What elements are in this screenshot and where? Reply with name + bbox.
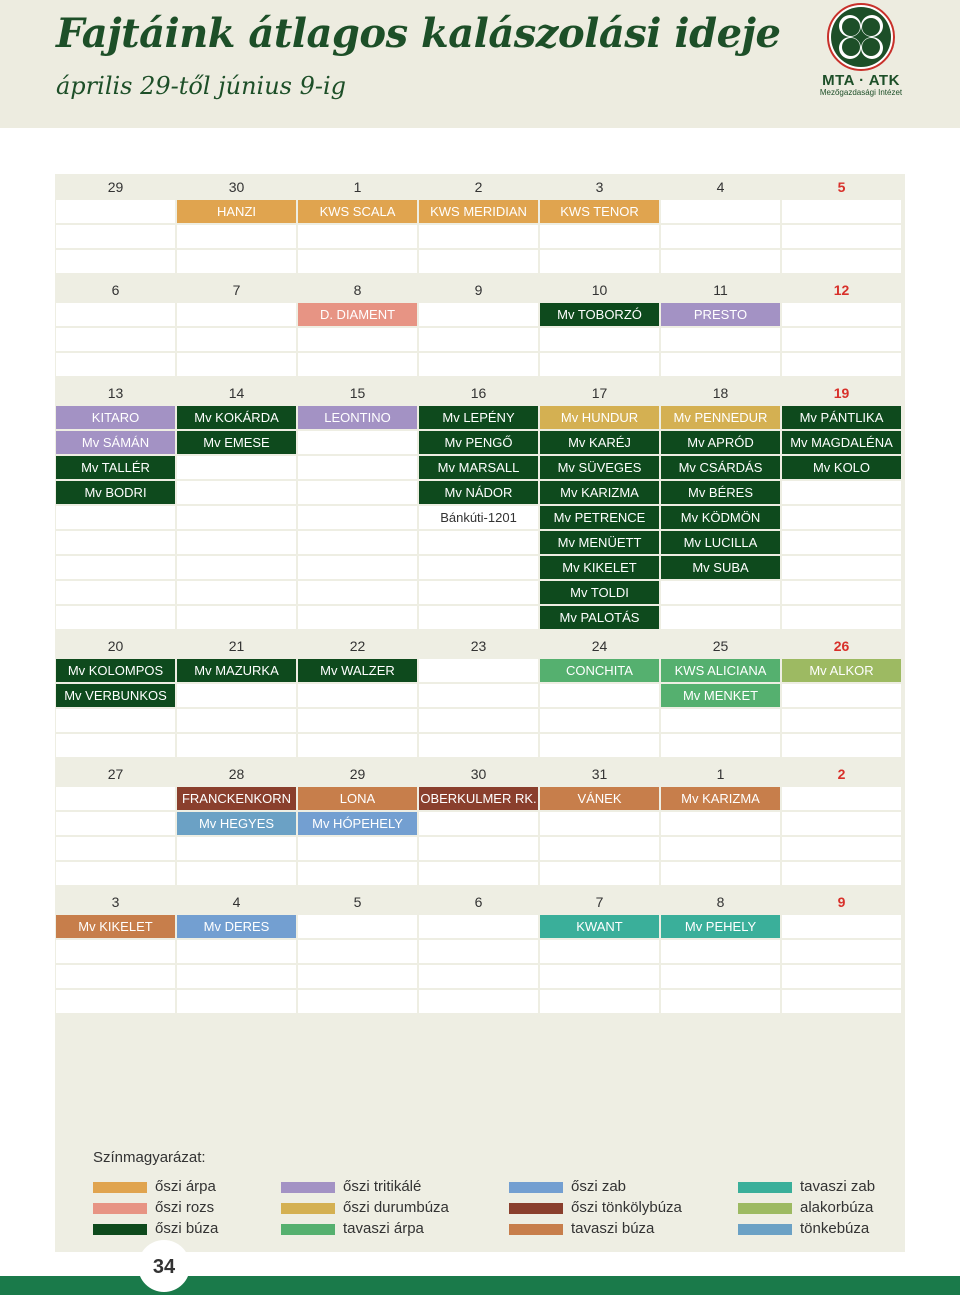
logo-subtitle: Mezőgazdasági Intézet (819, 88, 903, 97)
empty-cell (177, 531, 296, 554)
empty-cell (661, 837, 780, 860)
day-number: 29 (56, 175, 175, 198)
empty-cell (419, 581, 538, 604)
empty-cell (661, 225, 780, 248)
legend-title: Színmagyarázat: (93, 1149, 206, 1166)
variety-entry: Mv MENÜETT (540, 531, 659, 554)
empty-cell (56, 328, 175, 351)
day-number: 20 (56, 634, 175, 657)
day-number: 8 (298, 278, 417, 301)
empty-cell (782, 531, 901, 554)
empty-cell (419, 940, 538, 963)
variety-entry: Mv DERES (177, 915, 296, 938)
day-number: 5 (782, 175, 901, 198)
legend-label: őszi tönkölybúza (571, 1199, 682, 1216)
day-number: 13 (56, 381, 175, 404)
empty-cell (782, 684, 901, 707)
day-number: 27 (56, 762, 175, 785)
logo-name: MTA · ATK (822, 72, 900, 89)
empty-cell (177, 506, 296, 529)
empty-cell (540, 250, 659, 273)
empty-cell (782, 812, 901, 835)
empty-cell (56, 812, 175, 835)
empty-cell (419, 303, 538, 326)
legend-swatch (93, 1182, 147, 1193)
page-title: Fajtáink átlagos kalászolási ideje (56, 10, 781, 57)
empty-cell (298, 915, 417, 938)
variety-entry: Mv KÖDMÖN (661, 506, 780, 529)
legend-label: tavaszi árpa (343, 1220, 424, 1237)
empty-cell (419, 990, 538, 1013)
legend-swatch (93, 1203, 147, 1214)
variety-entry: Mv BODRI (56, 481, 175, 504)
empty-cell (177, 940, 296, 963)
empty-cell (419, 709, 538, 732)
legend-label: őszi tritikálé (343, 1178, 422, 1195)
empty-cell (419, 684, 538, 707)
empty-cell (177, 684, 296, 707)
day-number: 22 (298, 634, 417, 657)
empty-cell (661, 606, 780, 629)
variety-entry: Mv NÁDOR (419, 481, 538, 504)
day-number: 23 (419, 634, 538, 657)
empty-cell (540, 353, 659, 376)
empty-cell (419, 965, 538, 988)
variety-entry: Mv ALKOR (782, 659, 901, 682)
empty-cell (298, 328, 417, 351)
variety-entry: KWS ALICIANA (661, 659, 780, 682)
legend-swatch (281, 1182, 335, 1193)
empty-cell (298, 250, 417, 273)
empty-cell (298, 606, 417, 629)
day-number: 8 (661, 890, 780, 913)
empty-cell (56, 353, 175, 376)
empty-cell (782, 250, 901, 273)
empty-cell (661, 862, 780, 885)
empty-cell (56, 200, 175, 223)
day-number: 7 (540, 890, 659, 913)
empty-cell (782, 581, 901, 604)
legend-swatch (509, 1224, 563, 1235)
empty-cell (56, 709, 175, 732)
legend-label: tavaszi búza (571, 1220, 655, 1237)
variety-entry: Mv TOBORZÓ (540, 303, 659, 326)
variety-entry: Mv TOLDI (540, 581, 659, 604)
variety-entry: Mv KARIZMA (661, 787, 780, 810)
variety-entry: Mv APRÓD (661, 431, 780, 454)
variety-entry: Mv KIKELET (540, 556, 659, 579)
empty-cell (419, 556, 538, 579)
empty-cell (177, 250, 296, 273)
header-band (0, 0, 960, 128)
variety-entry: Mv BÉRES (661, 481, 780, 504)
empty-cell (56, 734, 175, 757)
empty-cell (782, 200, 901, 223)
empty-cell (540, 990, 659, 1013)
empty-cell (298, 837, 417, 860)
empty-cell (298, 506, 417, 529)
day-number: 30 (419, 762, 538, 785)
empty-cell (298, 709, 417, 732)
variety-entry: Mv EMESE (177, 431, 296, 454)
empty-cell (298, 353, 417, 376)
variety-entry: Mv PENGŐ (419, 431, 538, 454)
empty-cell (56, 965, 175, 988)
empty-cell (540, 965, 659, 988)
variety-entry: Mv VERBUNKOS (56, 684, 175, 707)
day-number: 12 (782, 278, 901, 301)
empty-cell (782, 734, 901, 757)
empty-cell (419, 606, 538, 629)
empty-cell (419, 915, 538, 938)
variety-entry: KITARO (56, 406, 175, 429)
empty-cell (56, 225, 175, 248)
empty-cell (540, 837, 659, 860)
empty-cell (298, 225, 417, 248)
empty-cell (661, 812, 780, 835)
day-number: 9 (419, 278, 538, 301)
empty-cell (56, 940, 175, 963)
empty-cell (782, 506, 901, 529)
empty-cell (298, 431, 417, 454)
empty-cell (661, 250, 780, 273)
variety-entry: FRANCKENKORN (177, 787, 296, 810)
day-number: 28 (177, 762, 296, 785)
empty-cell (782, 353, 901, 376)
empty-cell (298, 940, 417, 963)
empty-cell (419, 353, 538, 376)
empty-cell (56, 862, 175, 885)
empty-cell (298, 456, 417, 479)
empty-cell (56, 581, 175, 604)
legend-swatch (738, 1224, 792, 1235)
legend-label: őszi rozs (155, 1199, 215, 1216)
variety-entry: Mv HEGYES (177, 812, 296, 835)
variety-entry: Mv WALZER (298, 659, 417, 682)
variety-entry: Mv SUBA (661, 556, 780, 579)
empty-cell (298, 734, 417, 757)
day-number: 24 (540, 634, 659, 657)
variety-entry: Mv KOLO (782, 456, 901, 479)
legend-label: őszi durumbúza (343, 1199, 449, 1216)
day-number: 30 (177, 175, 296, 198)
empty-cell (419, 225, 538, 248)
day-number: 10 (540, 278, 659, 301)
empty-cell (782, 481, 901, 504)
variety-entry: LEONTINO (298, 406, 417, 429)
empty-cell (782, 787, 901, 810)
day-number: 7 (177, 278, 296, 301)
empty-cell (177, 990, 296, 1013)
empty-cell (56, 506, 175, 529)
empty-cell (56, 837, 175, 860)
empty-cell (56, 250, 175, 273)
empty-cell (782, 606, 901, 629)
legend-label: tönkebúza (800, 1220, 870, 1237)
day-number: 2 (782, 762, 901, 785)
variety-entry: D. DIAMENT (298, 303, 417, 326)
empty-cell (782, 990, 901, 1013)
day-number: 1 (298, 175, 417, 198)
legend-swatch (738, 1203, 792, 1214)
day-number: 5 (298, 890, 417, 913)
empty-cell (782, 862, 901, 885)
variety-entry: Bánkúti-1201 (419, 506, 538, 529)
empty-cell (661, 734, 780, 757)
day-number: 1 (661, 762, 780, 785)
empty-cell (540, 328, 659, 351)
empty-cell (782, 965, 901, 988)
day-number: 6 (419, 890, 538, 913)
legend-swatch (281, 1203, 335, 1214)
empty-cell (177, 556, 296, 579)
empty-cell (56, 556, 175, 579)
variety-entry: KWS SCALA (298, 200, 417, 223)
day-number: 4 (661, 175, 780, 198)
empty-cell (298, 481, 417, 504)
day-number: 3 (56, 890, 175, 913)
legend-swatch (509, 1203, 563, 1214)
empty-cell (177, 862, 296, 885)
empty-cell (782, 303, 901, 326)
logo-emblem-icon (815, 2, 907, 72)
empty-cell (661, 200, 780, 223)
variety-entry: Mv PETRENCE (540, 506, 659, 529)
empty-cell (540, 709, 659, 732)
empty-cell (298, 990, 417, 1013)
empty-cell (782, 709, 901, 732)
empty-cell (661, 709, 780, 732)
empty-cell (419, 862, 538, 885)
page-subtitle: április 29-től június 9-ig (56, 72, 347, 100)
empty-cell (540, 812, 659, 835)
empty-cell (661, 940, 780, 963)
day-number: 3 (540, 175, 659, 198)
empty-cell (298, 862, 417, 885)
empty-cell (419, 531, 538, 554)
variety-entry: Mv MAGDALÉNA (782, 431, 901, 454)
empty-cell (419, 837, 538, 860)
day-number: 26 (782, 634, 901, 657)
mta-atk-logo (815, 2, 907, 102)
variety-entry: Mv KOLOMPOS (56, 659, 175, 682)
day-number: 31 (540, 762, 659, 785)
variety-entry: Mv MAZURKA (177, 659, 296, 682)
empty-cell (661, 353, 780, 376)
empty-cell (177, 456, 296, 479)
legend-swatch (281, 1224, 335, 1235)
page-number: 34 (152, 1256, 176, 1278)
variety-entry: Mv KARIZMA (540, 481, 659, 504)
empty-cell (298, 531, 417, 554)
variety-entry: Mv LUCILLA (661, 531, 780, 554)
variety-entry: Mv PENNEDUR (661, 406, 780, 429)
empty-cell (177, 303, 296, 326)
empty-cell (177, 965, 296, 988)
variety-entry: Mv CSÁRDÁS (661, 456, 780, 479)
empty-cell (540, 684, 659, 707)
empty-cell (782, 225, 901, 248)
variety-entry: Mv SÁMÁN (56, 431, 175, 454)
day-number: 11 (661, 278, 780, 301)
day-number: 17 (540, 381, 659, 404)
day-number: 6 (56, 278, 175, 301)
empty-cell (177, 328, 296, 351)
day-number: 25 (661, 634, 780, 657)
legend-label: őszi árpa (155, 1178, 216, 1195)
empty-cell (661, 990, 780, 1013)
day-number: 9 (782, 890, 901, 913)
variety-entry: Mv PALOTÁS (540, 606, 659, 629)
variety-entry: LONA (298, 787, 417, 810)
empty-cell (177, 225, 296, 248)
variety-entry: Mv MARSALL (419, 456, 538, 479)
day-number: 19 (782, 381, 901, 404)
empty-cell (177, 734, 296, 757)
empty-cell (782, 837, 901, 860)
variety-entry: Mv SÜVEGES (540, 456, 659, 479)
variety-entry: Mv KOKÁRDA (177, 406, 296, 429)
empty-cell (661, 581, 780, 604)
variety-entry: KWS TENOR (540, 200, 659, 223)
variety-entry: Mv PÁNTLIKA (782, 406, 901, 429)
legend-swatch (509, 1182, 563, 1193)
variety-entry: Mv MENKET (661, 684, 780, 707)
day-number: 15 (298, 381, 417, 404)
empty-cell (540, 225, 659, 248)
variety-entry: VÁNEK (540, 787, 659, 810)
empty-cell (419, 812, 538, 835)
empty-cell (782, 556, 901, 579)
day-number: 4 (177, 890, 296, 913)
empty-cell (661, 965, 780, 988)
empty-cell (419, 734, 538, 757)
day-number: 2 (419, 175, 538, 198)
empty-cell (419, 659, 538, 682)
empty-cell (298, 965, 417, 988)
empty-cell (56, 531, 175, 554)
legend-label: őszi búza (155, 1220, 219, 1237)
variety-entry: Mv LEPÉNY (419, 406, 538, 429)
variety-entry: Mv KIKELET (56, 915, 175, 938)
day-number: 21 (177, 634, 296, 657)
empty-cell (298, 684, 417, 707)
variety-entry: Mv PEHELY (661, 915, 780, 938)
legend-swatch (738, 1182, 792, 1193)
empty-cell (56, 303, 175, 326)
empty-cell (56, 606, 175, 629)
empty-cell (419, 250, 538, 273)
legend-swatch (93, 1224, 147, 1235)
legend-label: alakorbúza (800, 1199, 874, 1216)
empty-cell (56, 787, 175, 810)
empty-cell (782, 915, 901, 938)
empty-cell (177, 606, 296, 629)
heading-calendar (55, 174, 905, 1140)
empty-cell (177, 581, 296, 604)
empty-cell (782, 328, 901, 351)
variety-entry: Mv HUNDUR (540, 406, 659, 429)
empty-cell (540, 940, 659, 963)
variety-entry: Mv HÓPEHELY (298, 812, 417, 835)
variety-entry: PRESTO (661, 303, 780, 326)
empty-cell (540, 862, 659, 885)
empty-cell (661, 328, 780, 351)
empty-cell (782, 940, 901, 963)
empty-cell (177, 481, 296, 504)
empty-cell (298, 581, 417, 604)
empty-cell (298, 556, 417, 579)
empty-cell (419, 328, 538, 351)
empty-cell (177, 709, 296, 732)
variety-entry: HANZI (177, 200, 296, 223)
empty-cell (177, 353, 296, 376)
variety-entry: OBERKULMER RK. (419, 787, 538, 810)
legend-label: tavaszi zab (800, 1178, 876, 1195)
empty-cell (177, 837, 296, 860)
day-number: 16 (419, 381, 538, 404)
variety-entry: CONCHITA (540, 659, 659, 682)
empty-cell (540, 734, 659, 757)
day-number: 18 (661, 381, 780, 404)
day-number: 14 (177, 381, 296, 404)
variety-entry: Mv TALLÉR (56, 456, 175, 479)
legend-label: őszi zab (571, 1178, 627, 1195)
variety-entry: KWS MERIDIAN (419, 200, 538, 223)
variety-entry: KWANT (540, 915, 659, 938)
empty-cell (56, 990, 175, 1013)
variety-entry: Mv KARÉJ (540, 431, 659, 454)
day-number: 29 (298, 762, 417, 785)
color-legend (55, 1140, 905, 1252)
